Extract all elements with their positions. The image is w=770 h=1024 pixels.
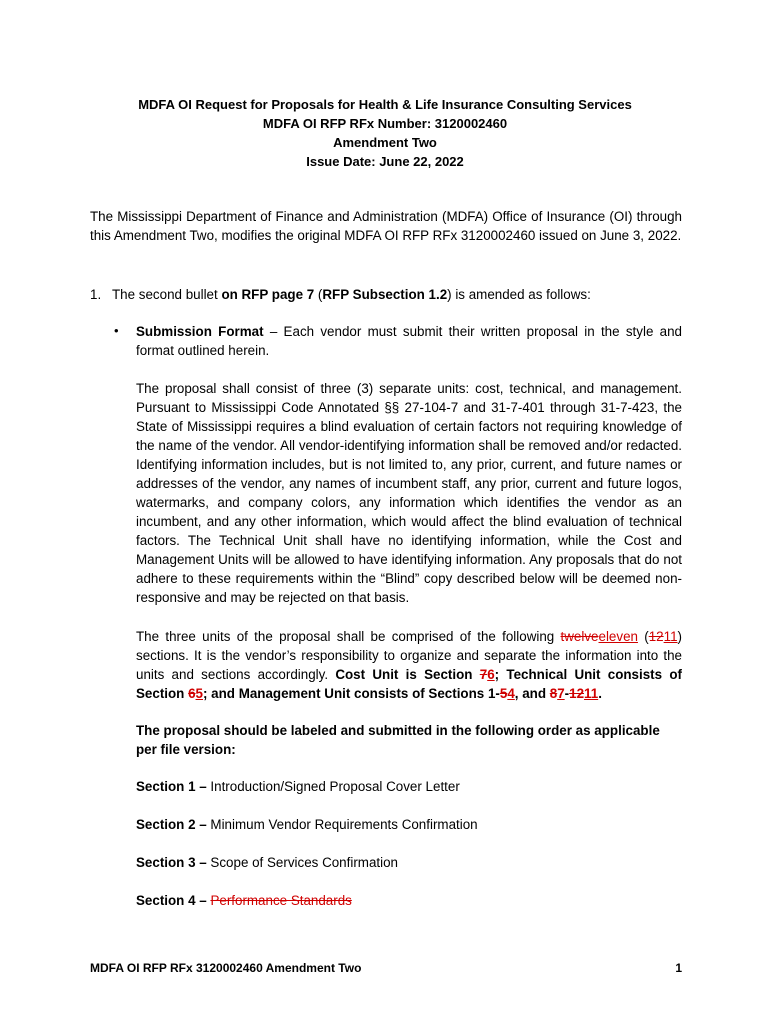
deletion-mark: 5 — [499, 686, 508, 701]
p3-t1: The three units of the proposal shall be comprised of the following — [136, 629, 561, 644]
submission-format-bullet — [136, 322, 682, 360]
section-text: Introduction/Signed Proposal Cover Letter — [206, 779, 460, 794]
p3-t2: ( — [637, 629, 649, 644]
insertion-mark: 11 — [584, 686, 599, 701]
insertion-mark: 11 — [663, 629, 678, 644]
section-3-line — [136, 853, 682, 872]
deletion-mark: 12 — [569, 686, 585, 701]
section-text: Minimum Vendor Requirements Confirmation — [206, 817, 478, 832]
section-1-line — [136, 777, 682, 796]
insertion-mark: 5 — [195, 686, 203, 701]
header-issue-date: Issue Date: June 22, 2022 — [306, 154, 464, 169]
insertion-mark: 6 — [487, 667, 495, 682]
item1-text-d: RFP Subsection 1.2 — [322, 287, 448, 302]
page-number: 1 — [675, 961, 682, 975]
bullet-text: – Each vendor must submit their written proposal in the style and format outlined herein. — [136, 324, 683, 358]
item1-text-b: on RFP page 7 — [221, 287, 315, 302]
footer-title: MDFA OI RFP RFx 3120002460 Amendment Two — [90, 961, 362, 975]
p3-b3: ; and Management Unit consists of Sections 1- — [203, 686, 500, 701]
intro-paragraph: The Mississippi Department of Finance and Administration (MDFA) Office of Insurance (OI) through this Amendment Two, modifies the original MDFA OI RFP RFx 3120002460 issued on June 3, 2022. — [90, 209, 682, 243]
p3-b4: , and — [514, 686, 550, 701]
document-header — [0, 95, 770, 171]
p3-b5: - — [564, 686, 570, 701]
section-label: Section 4 – — [136, 893, 207, 908]
insertion-mark: eleven — [598, 629, 638, 644]
section-label: Section 1 – — [136, 779, 207, 794]
insertion-mark: 7 — [557, 686, 565, 701]
labeling-instruction: The proposal should be labeled and submitted in the following order as applicable per file version: — [136, 723, 660, 757]
numbered-item-1 — [90, 285, 682, 304]
bullet-title: Submission Format — [136, 324, 264, 339]
deletion-mark: 6 — [188, 686, 196, 701]
proposal-units-paragraph: The proposal shall consist of three (3) separate units: cost, technical, and management. Pursuant to Mississippi Code Annotated §§ 27-104-7 and 31-7-401 through 31-7-423, the State of Mississippi requires a blind evaluation of certain factors not requiring knowledge of the name of the vendor. All vendor-identifying information shall be removed and/or redacted. Identifying information includes, but is not limited to, any prior, current, and future names or addresses of the vendor, any names of incumbent staff, any prior, current and future logos, watermarks, and company colors, any information which identifies the vendor as an incumbent, and any other information, which would affect the blind evaluation of technical factors. The Technical Unit shall have no identifying information, while the Cost and Management Units will be allowed to have identifying information. Any proposals that do not adhere to these requirements within the “Blind” copy described below will be deemed non-responsive and may be rejected on that basis. — [136, 381, 682, 605]
section-label: Section 2 – — [136, 817, 207, 832]
p3-t3: ) sections. It is the vendor’s responsibility to organize and separate the information into the units and sections accordingly. — [136, 629, 682, 682]
section-text: Scope of Services Confirmation — [206, 855, 398, 870]
section-4-line — [136, 891, 682, 910]
item-number: 1. — [90, 287, 102, 302]
p3-b2: ; Technical Unit consists of Section — [136, 667, 682, 701]
section-label: Section 3 – — [136, 855, 207, 870]
item1-text-a: The second bullet — [112, 287, 222, 302]
item1-text-e: ) is amended as follows: — [447, 287, 591, 302]
insertion-mark: 4 — [507, 686, 515, 701]
header-rfx-number: MDFA OI RFP RFx Number: 3120002460 — [262, 116, 508, 131]
sections-paragraph — [136, 627, 682, 703]
deletion-mark: 12 — [648, 629, 664, 644]
bullet-icon: • — [114, 323, 119, 338]
section-text-deleted: Performance Standards — [210, 893, 352, 908]
p3-b1: Cost Unit is Section — [335, 667, 480, 682]
deletion-mark: twelve — [560, 629, 599, 644]
p3-b6: . — [598, 686, 602, 701]
section-2-line — [136, 815, 682, 834]
header-title: MDFA OI Request for Proposals for Health & Life Insurance Consulting Services — [138, 97, 632, 112]
deletion-mark: 7 — [479, 667, 488, 682]
item1-text-c: ( — [314, 287, 323, 302]
header-amendment: Amendment Two — [333, 135, 437, 150]
page-footer — [90, 961, 682, 975]
deletion-mark: 8 — [549, 686, 558, 701]
